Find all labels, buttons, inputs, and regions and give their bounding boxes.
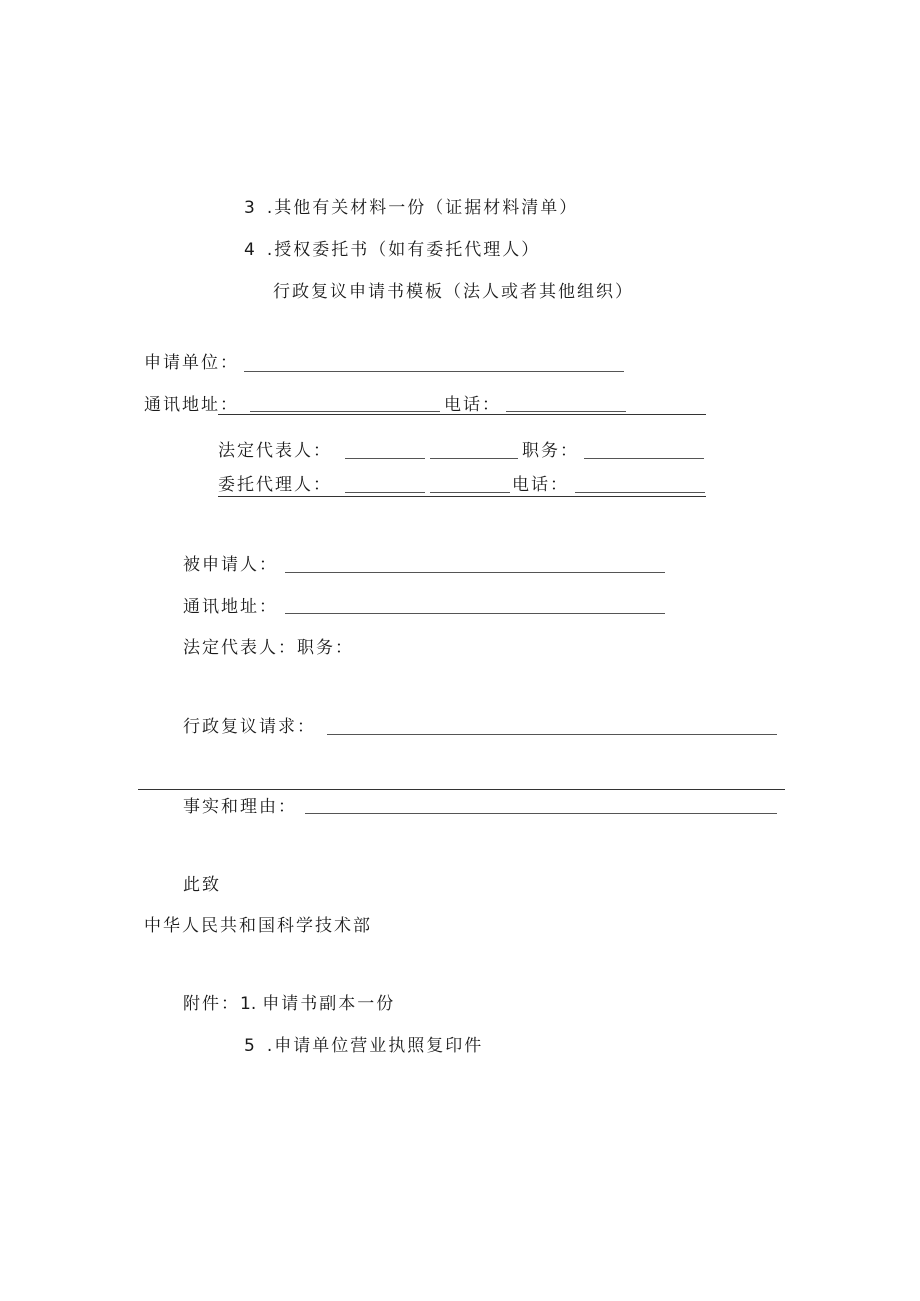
request-field[interactable] <box>327 734 777 735</box>
facts-field[interactable] <box>305 813 777 814</box>
attachment-item-5 <box>244 1035 483 1057</box>
respondent-name-field[interactable] <box>285 572 665 573</box>
applicant-unit-label: 申请单位： <box>144 353 239 373</box>
item-text: 申请书副本一份 <box>262 994 396 1014</box>
section-divider <box>138 789 785 790</box>
agent-row-underline <box>218 496 706 497</box>
position-field[interactable] <box>584 458 704 459</box>
agent-label: 委托代理人： <box>218 475 332 495</box>
applicant-phone-field[interactable] <box>506 411 626 412</box>
request-label: 行政复议请求： <box>183 717 316 737</box>
applicant-address-label: 通讯地址： <box>144 395 239 415</box>
item-number: 1. <box>240 994 257 1014</box>
legal-rep-field[interactable] <box>345 458 425 459</box>
attachments-heading <box>183 993 395 1015</box>
respondent-address-field[interactable] <box>285 613 665 614</box>
respondent-address-label: 通讯地址： <box>183 597 278 617</box>
respondent-name-label: 被申请人： <box>183 555 278 575</box>
agent-phone-label: 电话： <box>512 475 569 495</box>
item-number: 3 <box>244 198 255 218</box>
agent-phone-field[interactable] <box>575 492 705 493</box>
position-label: 职务： <box>522 441 579 461</box>
attachment-item-4 <box>244 239 540 261</box>
agent-field[interactable] <box>345 492 425 493</box>
applicant-phone-label: 电话： <box>444 395 501 415</box>
respondent-legal-rep-label: 法定代表人：职务： <box>183 638 354 658</box>
applicant-address-field[interactable] <box>250 411 440 412</box>
attachment-item-3 <box>244 197 578 219</box>
item-text: .申请单位营业执照复印件 <box>266 1036 484 1056</box>
recipient: 中华人民共和国科学技术部 <box>144 916 372 936</box>
legal-rep-field-2[interactable] <box>430 458 518 459</box>
item-number: 4 <box>244 240 255 260</box>
attachments-label: 附件： <box>183 994 240 1014</box>
item-text: .其他有关材料一份（证据材料清单） <box>266 198 579 218</box>
item-text: .授权委托书（如有委托代理人） <box>266 240 541 260</box>
agent-field-2[interactable] <box>430 492 510 493</box>
applicant-unit-field[interactable] <box>244 371 624 372</box>
salutation: 此致 <box>183 875 221 895</box>
facts-label: 事实和理由： <box>183 797 297 817</box>
document-title: 行政复议申请书模板（法人或者其他组织） <box>273 282 634 302</box>
legal-rep-label: 法定代表人： <box>218 441 332 461</box>
item-number: 5 <box>244 1036 255 1056</box>
